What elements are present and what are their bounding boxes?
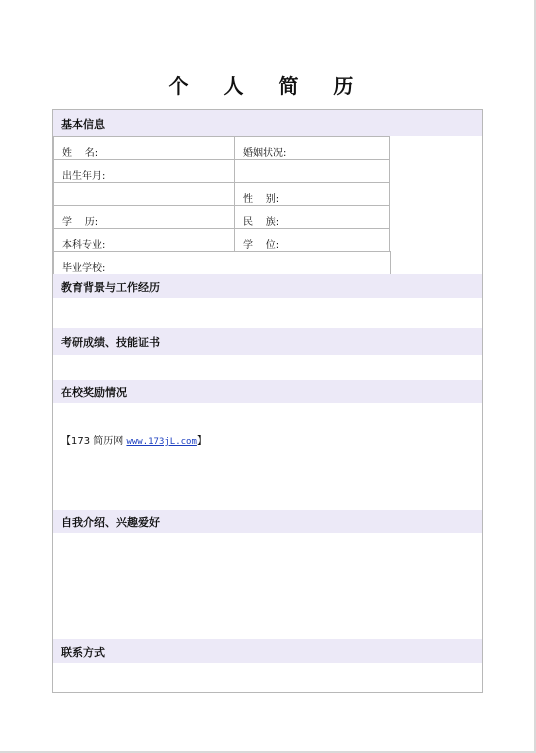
section-self-intro: [53, 510, 482, 533]
section-education-label: 教育背景与工作经历: [61, 281, 160, 294]
section-contact: [53, 639, 482, 663]
photo-area[interactable]: [390, 136, 482, 274]
resume-title: 个 人 简 历: [168, 74, 368, 98]
gender-field[interactable]: [234, 182, 390, 206]
education-level-field[interactable]: [53, 205, 235, 229]
education-level-label: 学 历:: [62, 217, 99, 228]
awards-note: [61, 432, 207, 447]
section-exam-certificates-label: 考研成绩、技能证书: [61, 336, 160, 349]
empty-field[interactable]: [53, 182, 235, 206]
section-basic-info: [53, 110, 482, 136]
section-self-intro-label: 自我介绍、兴趣爱好: [61, 516, 160, 529]
resume-form: [52, 109, 483, 693]
section-contact-label: 联系方式: [61, 646, 105, 659]
birth-date-field[interactable]: [53, 159, 235, 183]
major-field[interactable]: [53, 228, 235, 252]
school-field[interactable]: [53, 251, 391, 275]
name-label: 姓 名:: [62, 148, 99, 159]
major-label: 本科专业:: [62, 240, 106, 251]
section-basic-info-label: 基本信息: [61, 118, 105, 131]
birth-date-value[interactable]: [234, 159, 390, 183]
section-exam-certificates: [53, 328, 482, 355]
name-field[interactable]: [53, 136, 235, 160]
awards-note-prefix: 【173 简历网: [61, 436, 127, 447]
degree-label: 学 位:: [243, 240, 280, 251]
degree-field[interactable]: [234, 228, 390, 252]
ethnicity-label: 民 族:: [243, 217, 280, 228]
marital-status-field[interactable]: [234, 136, 390, 160]
birth-date-label: 出生年月:: [62, 171, 106, 182]
section-education: [53, 274, 482, 298]
ethnicity-field[interactable]: [234, 205, 390, 229]
marital-status-label: 婚姻状况:: [243, 148, 287, 159]
awards-note-suffix: 】: [196, 436, 207, 447]
site-link[interactable]: www.173jL.com: [126, 437, 197, 447]
gender-label: 性 别:: [243, 194, 280, 205]
section-awards-label: 在校奖励情况: [61, 386, 127, 399]
section-awards: [53, 380, 482, 403]
school-label: 毕业学校:: [62, 263, 106, 274]
